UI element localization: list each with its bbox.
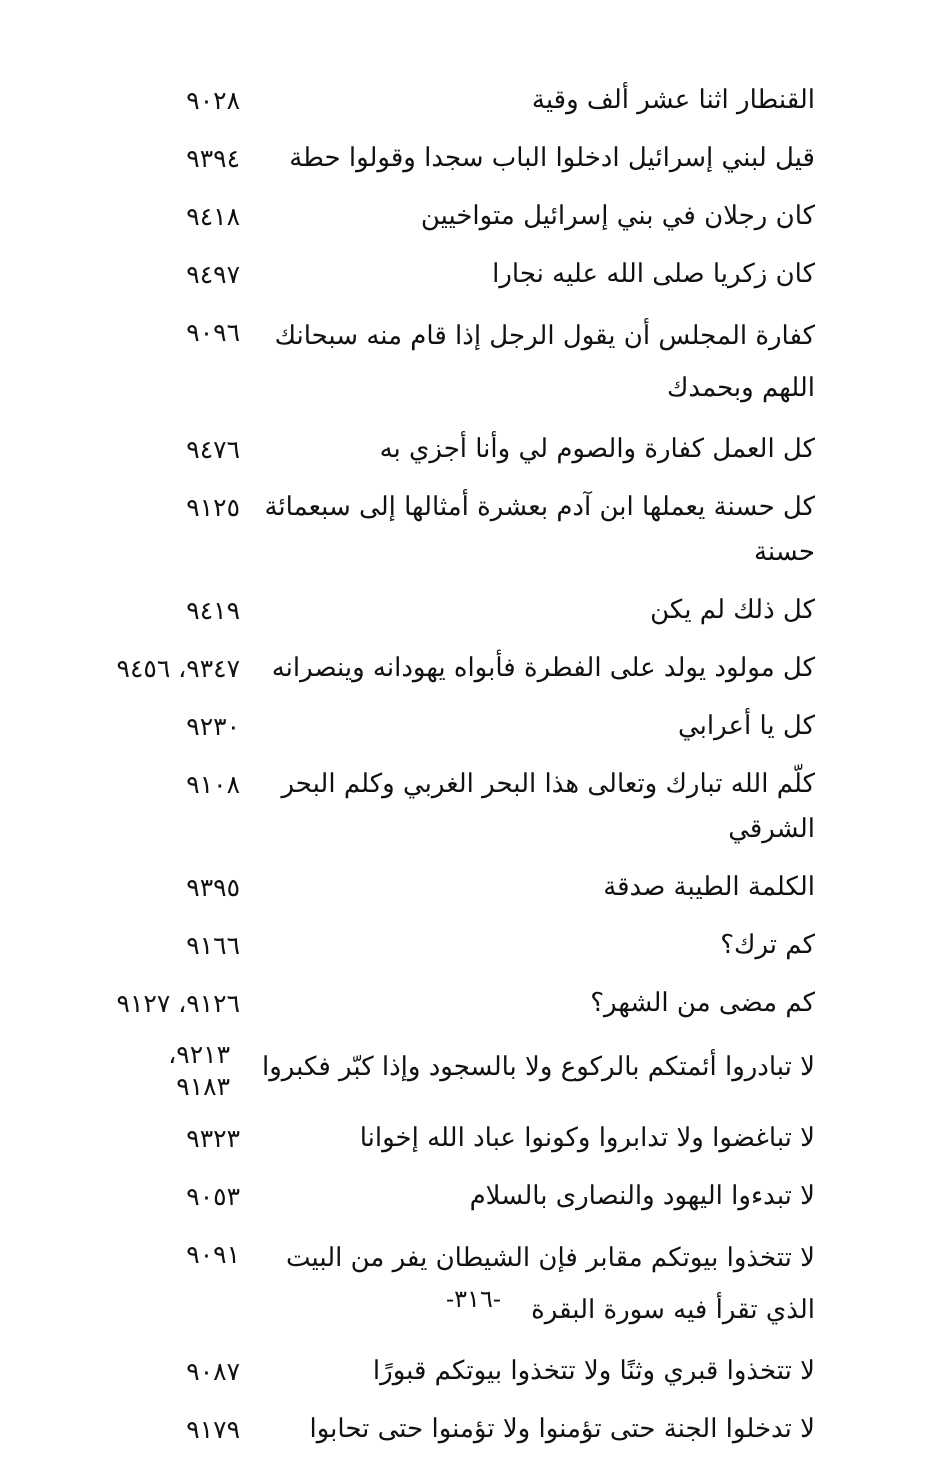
entry-text: لا تبادروا أئمتكم بالركوع ولا بالسجود وإذا كبّر فكبروا — [262, 1052, 815, 1082]
entry-text: كان رجلان في بني إسرائيل متواخيين — [420, 201, 815, 231]
index-entry — [140, 1349, 815, 1394]
entry-reference: ٩٠٥٣ — [186, 1182, 240, 1211]
page-number: -٣١٦- — [446, 1285, 501, 1313]
index-entry — [140, 704, 815, 749]
index-entry — [140, 78, 815, 123]
entry-reference: ٩٣٢٣ — [186, 1124, 240, 1153]
entry-reference: ٩١٢٦، ٩١٢٧ — [116, 989, 240, 1018]
entry-text: كل ذلك لم يكن — [650, 595, 815, 625]
index-entry — [140, 485, 815, 575]
entry-text: كل مولود يولد على الفطرة فأبواه يهودانه وينصرانه — [271, 653, 815, 683]
entry-reference: ٩٣٤٧، ٩٤٥٦ — [116, 654, 240, 683]
index-entry — [116, 646, 815, 691]
index-entry — [140, 762, 815, 852]
entry-text: لا تدخلوا الجنة حتى تؤمنوا ولا تؤمنوا حتى تحابوا — [309, 1414, 815, 1444]
index-entry — [140, 1232, 815, 1336]
index-entry — [116, 981, 815, 1026]
entry-text: لا تباغضوا ولا تدابروا وكونوا عباد الله إخوانا — [359, 1123, 815, 1153]
index-entry — [140, 1174, 815, 1219]
entry-text: قيل لبني إسرائيل ادخلوا الباب سجدا وقولوا حطة — [289, 143, 815, 173]
entry-reference: ٩٠٨٧ — [186, 1357, 240, 1386]
entry-reference: ٩١٠٨ — [186, 770, 240, 799]
entry-text: كل حسنة يعملها ابن آدم بعشرة أمثالها إلى سبعمائة حسنة — [264, 492, 815, 567]
index-entry — [140, 194, 815, 239]
entry-reference: ٩٣٩٤ — [186, 144, 240, 173]
index-entry — [140, 1039, 815, 1103]
entry-text: كفارة المجلس أن يقول الرجل إذا قام منه سبحانك اللهم وبحمدك — [274, 321, 815, 403]
entry-text: كلّم الله تبارك وتعالى هذا البحر الغربي وكلم البحر الشرقي — [281, 769, 815, 844]
entry-text: كم مضى من الشهر؟ — [590, 988, 815, 1018]
index-entry — [140, 427, 815, 472]
entry-reference: ٩٤٧٦ — [186, 435, 240, 464]
index-entry — [140, 252, 815, 297]
index-entry — [140, 1407, 815, 1452]
entry-reference: ٩٠٢٨ — [186, 86, 240, 115]
entry-reference: ٩٤١٩ — [186, 596, 240, 625]
entry-text: كل العمل كفارة والصوم لي وأنا أجزي به — [379, 434, 815, 464]
entry-reference: ٩١٦٦ — [186, 931, 240, 960]
entry-reference: ٩٣٩٥ — [186, 873, 240, 902]
entry-reference: ٩٢٣٠ — [186, 712, 240, 741]
entry-text: كان زكريا صلى الله عليه نجارا — [492, 259, 815, 289]
entry-text: كم ترك؟ — [720, 930, 815, 960]
entry-reference: ٩١٧٩ — [186, 1415, 240, 1444]
entry-reference: ٩١٢٥ — [186, 493, 240, 522]
entry-reference: ٩٤٩٧ — [186, 260, 240, 289]
entry-reference: ٩٠٩١ — [186, 1240, 240, 1269]
entry-text: لا تتخذوا قبري وثنًا ولا تتخذوا بيوتكم قبورًا — [372, 1356, 815, 1386]
index-entry — [140, 1116, 815, 1161]
entry-reference: ٩٠٩٦ — [186, 318, 240, 347]
index-entry — [140, 136, 815, 181]
entry-text: لا تبدءوا اليهود والنصارى بالسلام — [469, 1181, 815, 1211]
entry-text: لا تتخذوا بيوتكم مقابر فإن الشيطان يفر من البيت الذي تقرأ فيه سورة البقرة — [285, 1243, 815, 1325]
index-entry — [140, 310, 815, 414]
entry-reference: ٩٢١٣، ٩١٨٣ — [168, 1040, 230, 1101]
index-entry — [140, 865, 815, 910]
entry-text: الكلمة الطيبة صدقة — [603, 872, 815, 902]
hadith-index-list — [116, 78, 815, 1465]
entry-text: القنطار اثنا عشر ألف وقية — [531, 85, 815, 115]
index-entry — [140, 588, 815, 633]
entry-reference: ٩٤١٨ — [186, 202, 240, 231]
entry-text: كل يا أعرابي — [678, 711, 815, 741]
index-entry — [140, 923, 815, 968]
